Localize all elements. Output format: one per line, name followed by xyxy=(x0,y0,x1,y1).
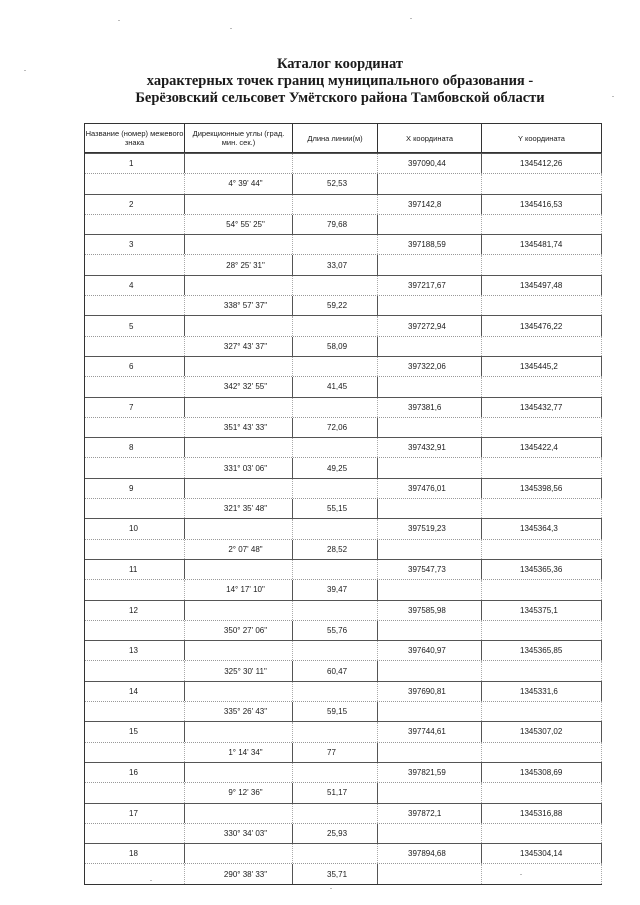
point-x: 397188,59 xyxy=(378,235,482,254)
empty-cell xyxy=(185,195,293,214)
point-x: 397432,91 xyxy=(378,438,482,457)
empty-cell xyxy=(85,418,185,437)
empty-cell xyxy=(482,215,602,234)
segment-length: 55,76 xyxy=(293,621,378,640)
table-row-point xyxy=(85,275,602,295)
scan-speck xyxy=(230,28,232,29)
empty-cell xyxy=(482,864,602,883)
empty-cell xyxy=(482,824,602,843)
scan-speck xyxy=(150,880,152,881)
segment-length: 49,25 xyxy=(293,458,378,477)
point-x: 397821,59 xyxy=(378,763,482,782)
point-name: 13 xyxy=(85,641,185,660)
empty-cell xyxy=(482,499,602,518)
empty-cell xyxy=(378,377,482,396)
table-row-point xyxy=(85,478,602,498)
empty-cell xyxy=(482,621,602,640)
empty-cell xyxy=(85,215,185,234)
table-row-point xyxy=(85,640,602,660)
empty-cell xyxy=(293,357,378,376)
empty-cell xyxy=(185,682,293,701)
table-row-segment xyxy=(85,376,602,396)
empty-cell xyxy=(185,560,293,579)
point-name: 2 xyxy=(85,195,185,214)
empty-cell xyxy=(482,540,602,559)
point-y: 1345422,4 xyxy=(482,438,602,457)
point-y: 1345481,74 xyxy=(482,235,602,254)
empty-cell xyxy=(185,235,293,254)
point-x: 397640,97 xyxy=(378,641,482,660)
table-row-point xyxy=(85,437,602,457)
empty-cell xyxy=(85,824,185,843)
point-x: 397519,23 xyxy=(378,519,482,538)
segment-length: 59,15 xyxy=(293,702,378,721)
segment-length: 41,45 xyxy=(293,377,378,396)
point-name: 18 xyxy=(85,844,185,863)
empty-cell xyxy=(293,276,378,295)
point-y: 1345331,6 xyxy=(482,682,602,701)
table-row-segment xyxy=(85,782,602,802)
point-name: 12 xyxy=(85,601,185,620)
empty-cell xyxy=(482,418,602,437)
segment-angle: 290° 38' 33" xyxy=(185,864,293,883)
segment-angle: 1° 14' 34" xyxy=(185,743,293,762)
segment-angle: 2° 07' 48" xyxy=(185,540,293,559)
table-row-segment xyxy=(85,823,602,843)
empty-cell xyxy=(185,398,293,417)
point-y: 1345412,26 xyxy=(482,154,602,173)
table-body xyxy=(85,153,602,884)
point-x: 397381,6 xyxy=(378,398,482,417)
empty-cell xyxy=(482,255,602,274)
table-row-point xyxy=(85,803,602,823)
empty-cell xyxy=(85,499,185,518)
segment-length: 55,15 xyxy=(293,499,378,518)
point-x: 397690,81 xyxy=(378,682,482,701)
table-row-point xyxy=(85,559,602,579)
point-name: 6 xyxy=(85,357,185,376)
empty-cell xyxy=(378,174,482,193)
header-length: Длина линии(м) xyxy=(293,124,378,152)
empty-cell xyxy=(293,722,378,741)
title-line-3: Берёзовский сельсовет Умётского района Тамбовской области xyxy=(135,90,545,106)
table-row-segment xyxy=(85,173,602,193)
empty-cell xyxy=(482,743,602,762)
point-x: 397744,61 xyxy=(378,722,482,741)
empty-cell xyxy=(293,844,378,863)
empty-cell xyxy=(482,661,602,680)
empty-cell xyxy=(185,276,293,295)
empty-cell xyxy=(185,641,293,660)
empty-cell xyxy=(378,743,482,762)
point-x: 397217,67 xyxy=(378,276,482,295)
empty-cell xyxy=(482,783,602,802)
scan-speck xyxy=(330,888,332,889)
table-row-segment xyxy=(85,579,602,599)
point-y: 1345365,85 xyxy=(482,641,602,660)
empty-cell xyxy=(378,255,482,274)
segment-angle: 327° 43' 37" xyxy=(185,337,293,356)
empty-cell xyxy=(85,864,185,883)
table-row-segment xyxy=(85,660,602,680)
empty-cell xyxy=(85,255,185,274)
empty-cell xyxy=(185,804,293,823)
empty-cell xyxy=(378,661,482,680)
empty-cell xyxy=(185,844,293,863)
table-row-point xyxy=(85,315,602,335)
segment-angle: 4° 39' 44" xyxy=(185,174,293,193)
segment-length: 72,06 xyxy=(293,418,378,437)
scan-speck xyxy=(520,874,522,875)
empty-cell xyxy=(293,195,378,214)
empty-cell xyxy=(378,621,482,640)
empty-cell xyxy=(378,296,482,315)
scan-speck xyxy=(612,96,614,97)
point-x: 397322,06 xyxy=(378,357,482,376)
point-y: 1345365,36 xyxy=(482,560,602,579)
empty-cell xyxy=(293,316,378,335)
segment-angle: 330° 34' 03" xyxy=(185,824,293,843)
point-name: 8 xyxy=(85,438,185,457)
segment-angle: 28° 25' 31" xyxy=(185,255,293,274)
header-y: Y координата xyxy=(482,124,602,152)
empty-cell xyxy=(293,154,378,173)
point-y: 1345476,22 xyxy=(482,316,602,335)
empty-cell xyxy=(378,824,482,843)
table-row-segment xyxy=(85,295,602,315)
segment-length: 60,47 xyxy=(293,661,378,680)
table-row-segment xyxy=(85,457,602,477)
segment-angle: 335° 26' 43" xyxy=(185,702,293,721)
point-y: 1345398,56 xyxy=(482,479,602,498)
table-row-point xyxy=(85,721,602,741)
empty-cell xyxy=(482,174,602,193)
table-row-segment xyxy=(85,417,602,437)
empty-cell xyxy=(482,296,602,315)
segment-angle: 54° 55' 25" xyxy=(185,215,293,234)
table-row-segment xyxy=(85,742,602,762)
empty-cell xyxy=(185,601,293,620)
point-name: 7 xyxy=(85,398,185,417)
point-x: 397872,1 xyxy=(378,804,482,823)
empty-cell xyxy=(293,438,378,457)
scan-speck xyxy=(24,70,26,71)
table-row-segment xyxy=(85,863,602,883)
document-title xyxy=(100,56,580,107)
scan-speck xyxy=(410,18,412,19)
table-row-point xyxy=(85,356,602,376)
empty-cell xyxy=(293,235,378,254)
point-x: 397272,94 xyxy=(378,316,482,335)
empty-cell xyxy=(293,601,378,620)
empty-cell xyxy=(85,174,185,193)
point-y: 1345304,14 xyxy=(482,844,602,863)
point-name: 5 xyxy=(85,316,185,335)
empty-cell xyxy=(185,763,293,782)
table-row-segment xyxy=(85,214,602,234)
segment-length: 28,52 xyxy=(293,540,378,559)
table-row-point xyxy=(85,397,602,417)
table-row-point xyxy=(85,681,602,701)
segment-length: 58,09 xyxy=(293,337,378,356)
point-y: 1345497,48 xyxy=(482,276,602,295)
segment-length: 33,07 xyxy=(293,255,378,274)
point-y: 1345375,1 xyxy=(482,601,602,620)
empty-cell xyxy=(185,154,293,173)
empty-cell xyxy=(85,702,185,721)
segment-length: 35,71 xyxy=(293,864,378,883)
empty-cell xyxy=(85,661,185,680)
empty-cell xyxy=(293,560,378,579)
empty-cell xyxy=(378,458,482,477)
segment-angle: 351° 43' 33" xyxy=(185,418,293,437)
empty-cell xyxy=(293,479,378,498)
table-row-point xyxy=(85,762,602,782)
title-line-2: характерных точек границ муниципального образования - xyxy=(146,73,534,89)
empty-cell xyxy=(293,641,378,660)
table-row-segment xyxy=(85,701,602,721)
empty-cell xyxy=(378,864,482,883)
point-y: 1345416,53 xyxy=(482,195,602,214)
empty-cell xyxy=(185,722,293,741)
point-name: 14 xyxy=(85,682,185,701)
segment-length: 59,22 xyxy=(293,296,378,315)
empty-cell xyxy=(378,702,482,721)
empty-cell xyxy=(293,763,378,782)
point-y: 1345316,88 xyxy=(482,804,602,823)
point-y: 1345307,02 xyxy=(482,722,602,741)
empty-cell xyxy=(85,783,185,802)
header-x: X координата xyxy=(378,124,482,152)
header-angle: Дирекционные углы (град. мин. сек.) xyxy=(185,124,293,152)
empty-cell xyxy=(482,580,602,599)
empty-cell xyxy=(185,519,293,538)
point-name: 10 xyxy=(85,519,185,538)
segment-angle: 350° 27' 06" xyxy=(185,621,293,640)
empty-cell xyxy=(482,702,602,721)
segment-angle: 9° 12' 36" xyxy=(185,783,293,802)
empty-cell xyxy=(482,337,602,356)
point-x: 397142,8 xyxy=(378,195,482,214)
point-name: 11 xyxy=(85,560,185,579)
empty-cell xyxy=(185,479,293,498)
empty-cell xyxy=(85,743,185,762)
empty-cell xyxy=(85,296,185,315)
table-row-point xyxy=(85,194,602,214)
empty-cell xyxy=(378,337,482,356)
point-y: 1345432,77 xyxy=(482,398,602,417)
point-name: 4 xyxy=(85,276,185,295)
empty-cell xyxy=(185,438,293,457)
table-row-segment xyxy=(85,254,602,274)
empty-cell xyxy=(185,357,293,376)
empty-cell xyxy=(85,580,185,599)
coordinates-table xyxy=(84,123,602,885)
empty-cell xyxy=(85,377,185,396)
empty-cell xyxy=(378,783,482,802)
empty-cell xyxy=(293,398,378,417)
point-x: 397476,01 xyxy=(378,479,482,498)
segment-angle: 321° 35' 48" xyxy=(185,499,293,518)
empty-cell xyxy=(482,458,602,477)
point-name: 16 xyxy=(85,763,185,782)
point-x: 397894,68 xyxy=(378,844,482,863)
empty-cell xyxy=(482,377,602,396)
empty-cell xyxy=(378,418,482,437)
table-row-point xyxy=(85,153,602,173)
empty-cell xyxy=(85,458,185,477)
segment-angle: 342° 32' 55" xyxy=(185,377,293,396)
empty-cell xyxy=(85,621,185,640)
segment-angle: 325° 30' 11" xyxy=(185,661,293,680)
segment-angle: 14° 17' 10" xyxy=(185,580,293,599)
table-header xyxy=(85,124,602,153)
table-row-segment xyxy=(85,620,602,640)
table-row-point xyxy=(85,518,602,538)
point-name: 1 xyxy=(85,154,185,173)
table-row-point xyxy=(85,600,602,620)
empty-cell xyxy=(378,540,482,559)
point-y: 1345364,3 xyxy=(482,519,602,538)
table-row-point xyxy=(85,843,602,863)
point-name: 15 xyxy=(85,722,185,741)
segment-length: 51,17 xyxy=(293,783,378,802)
table-row-point xyxy=(85,234,602,254)
point-name: 9 xyxy=(85,479,185,498)
point-x: 397585,98 xyxy=(378,601,482,620)
empty-cell xyxy=(85,337,185,356)
segment-length: 52,53 xyxy=(293,174,378,193)
point-x: 397547,73 xyxy=(378,560,482,579)
empty-cell xyxy=(378,580,482,599)
point-y: 1345308,69 xyxy=(482,763,602,782)
segment-angle: 338° 57' 37" xyxy=(185,296,293,315)
empty-cell xyxy=(378,499,482,518)
segment-angle: 331° 03' 06" xyxy=(185,458,293,477)
empty-cell xyxy=(293,519,378,538)
point-y: 1345445,2 xyxy=(482,357,602,376)
point-x: 397090,44 xyxy=(378,154,482,173)
empty-cell xyxy=(85,540,185,559)
point-name: 3 xyxy=(85,235,185,254)
empty-cell xyxy=(185,316,293,335)
empty-cell xyxy=(293,804,378,823)
title-line-1: Каталог координат xyxy=(276,56,404,72)
table-row-segment xyxy=(85,539,602,559)
segment-length: 77 xyxy=(293,743,378,762)
table-row-segment xyxy=(85,336,602,356)
segment-length: 79,68 xyxy=(293,215,378,234)
point-name: 17 xyxy=(85,804,185,823)
segment-length: 25,93 xyxy=(293,824,378,843)
scan-speck xyxy=(118,20,120,21)
empty-cell xyxy=(378,215,482,234)
segment-length: 39,47 xyxy=(293,580,378,599)
table-row-segment xyxy=(85,498,602,518)
header-name: Название (номер) межевого знака xyxy=(85,124,185,152)
empty-cell xyxy=(293,682,378,701)
